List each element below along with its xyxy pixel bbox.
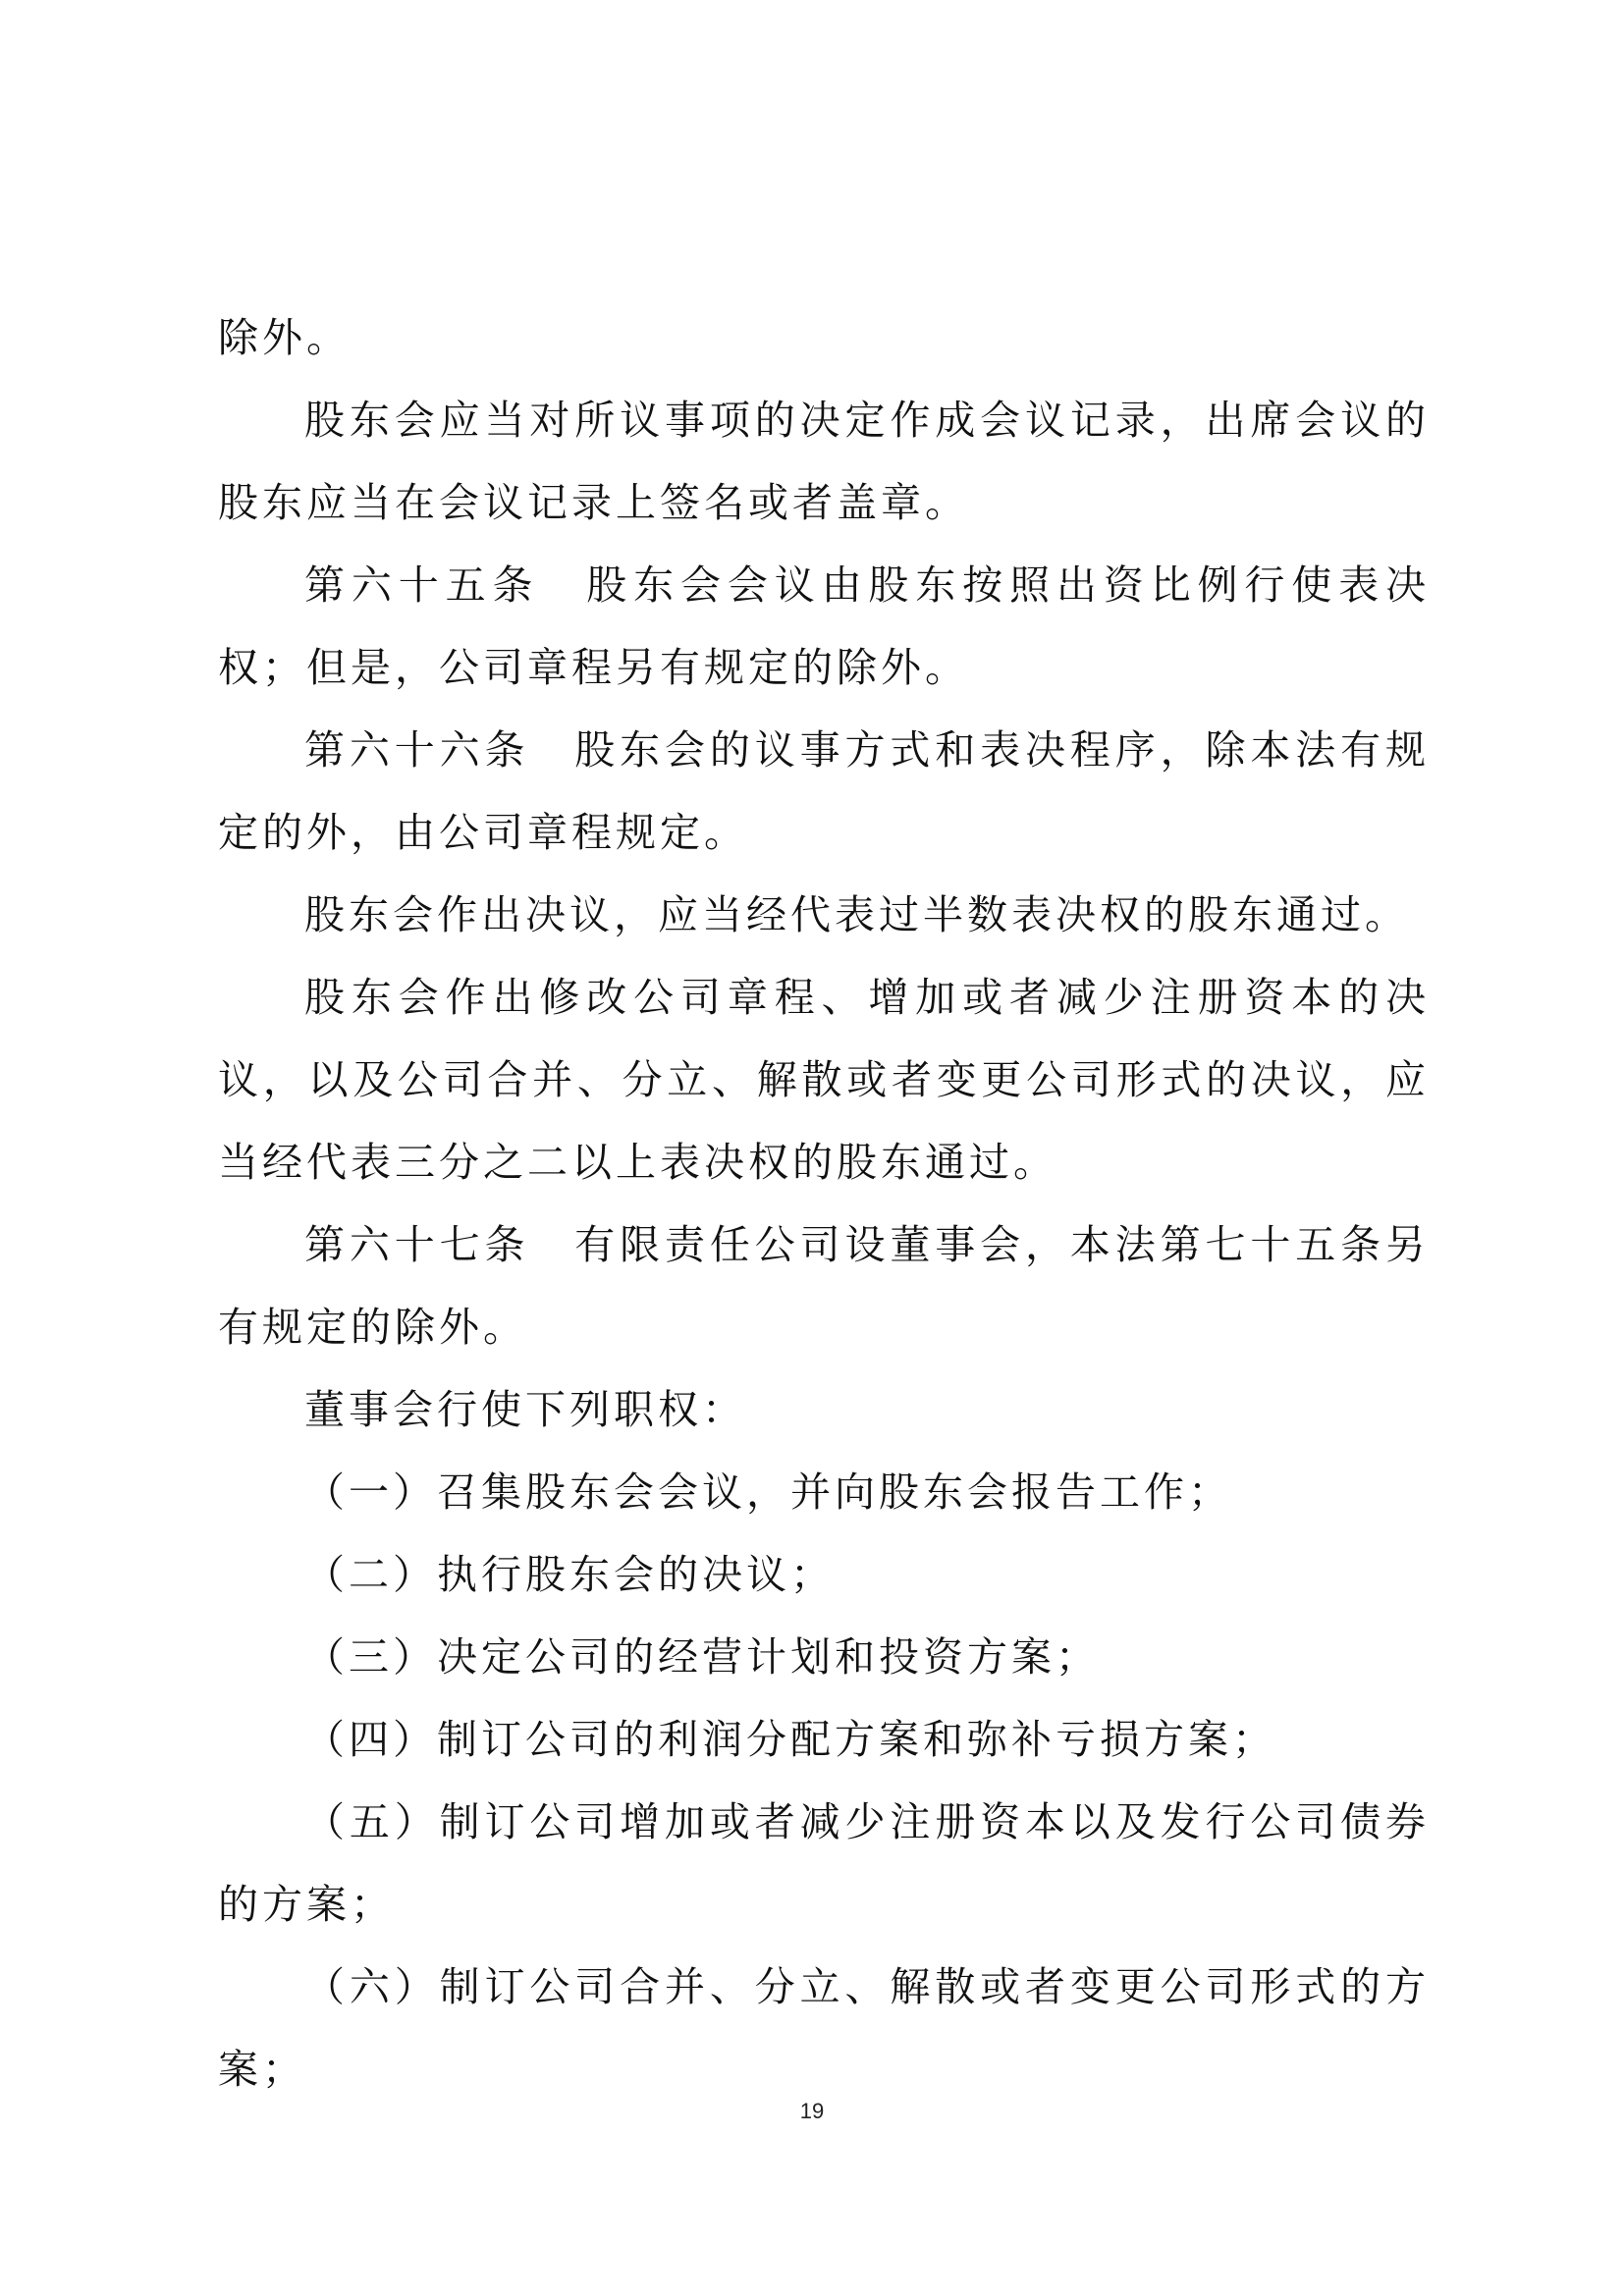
page-number: 19 bbox=[799, 2099, 825, 2123]
paragraph-board-powers-intro: 董事会行使下列职权： bbox=[304, 1386, 746, 1433]
list-item-power-4: （四）制订公司的利润分配方案和弥补亏损方案； bbox=[304, 1716, 1276, 1763]
list-item-power-6: （六）制订公司合并、分立、解散或者变更公司形式的方案； bbox=[218, 1963, 1430, 2093]
paragraph-article-67: 第六十七条 有限责任公司设董事会，本法第七十五条另有规定的除外。 bbox=[218, 1221, 1430, 1351]
list-item-power-3: （三）决定公司的经营计划和投资方案； bbox=[304, 1633, 1100, 1681]
list-item-power-1: （一）召集股东会会议，并向股东会报告工作； bbox=[304, 1468, 1232, 1516]
paragraph-article-66: 第六十六条 股东会的议事方式和表决程序，除本法有规定的外，由公司章程规定。 bbox=[218, 726, 1430, 856]
list-item-power-5: （五）制订公司增加或者减少注册资本以及发行公司债券的方案； bbox=[218, 1798, 1430, 1928]
list-item-power-2: （二）执行股东会的决议； bbox=[304, 1551, 835, 1598]
paragraph-meeting-record: 股东会应当对所议事项的决定作成会议记录，出席会议的股东应当在会议记录上签名或者盖章。 bbox=[218, 397, 1430, 526]
paragraph-majority-resolution: 股东会作出决议，应当经代表过半数表决权的股东通过。 bbox=[304, 891, 1409, 938]
paragraph-article-65: 第六十五条 股东会会议由股东按照出资比例行使表决权；但是，公司章程另有规定的除外。 bbox=[218, 561, 1430, 691]
paragraph-two-thirds-resolution: 股东会作出修改公司章程、增加或者减少注册资本的决议，以及公司合并、分立、解散或者变更公司形式的决议，应当经代表三分之二以上表决权的股东通过。 bbox=[218, 974, 1430, 1186]
paragraph-continuation: 除外。 bbox=[218, 314, 351, 361]
body-text bbox=[218, 296, 1430, 2110]
